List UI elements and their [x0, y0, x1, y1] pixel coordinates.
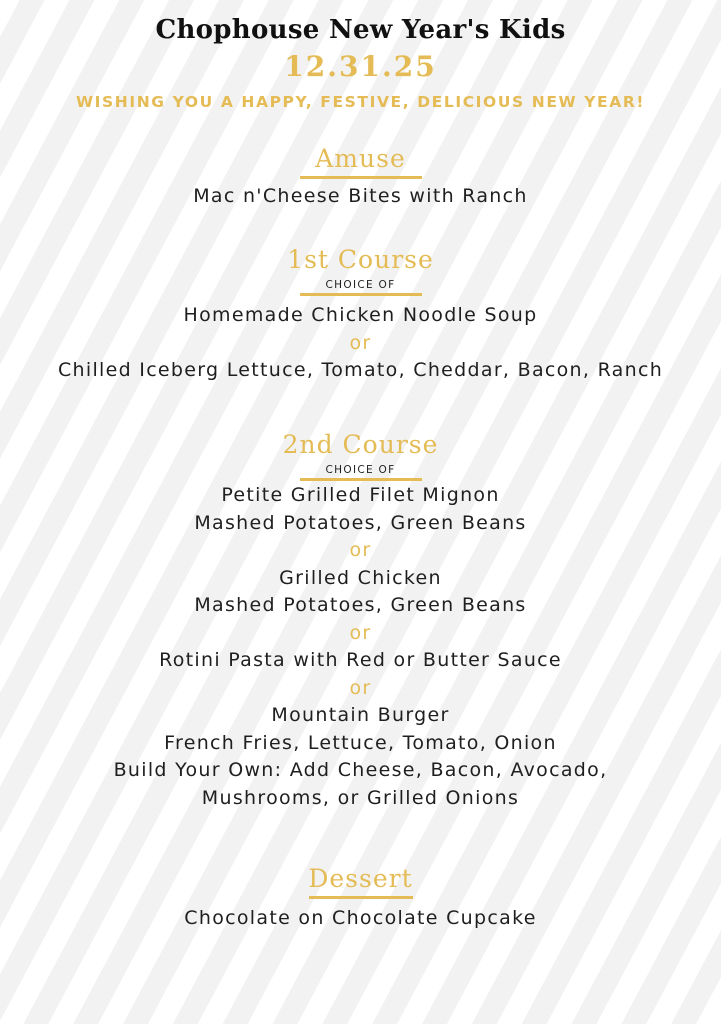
- menu-item-detail: Build Your Own: Add Cheese, Bacon, Avocado,: [113, 759, 608, 781]
- menu-item-detail: Mashed Potatoes, Green Beans: [194, 594, 527, 616]
- choice-of-label: CHOICE OF: [325, 279, 396, 291]
- heading-divider: [300, 176, 422, 179]
- menu-item: Homemade Chicken Noodle Soup: [183, 304, 538, 326]
- heading-divider: [300, 293, 422, 296]
- menu-item-detail: French Fries, Lettuce, Tomato, Onion: [164, 731, 557, 754]
- menu-item: Rotini Pasta with Red or Butter Sauce: [159, 649, 562, 671]
- menu-item: Chilled Iceberg Lettuce, Tomato, Cheddar, Bacon, Ranch: [57, 359, 664, 381]
- or-separator: or: [349, 621, 372, 644]
- menu-item: Mac n'Cheese Bites with Ranch: [193, 185, 528, 207]
- dessert-section: [0, 862, 721, 933]
- or-separator: or: [349, 331, 372, 354]
- section-heading-first-course: 1st Course: [287, 245, 434, 274]
- section-heading-dessert: Dessert: [308, 864, 413, 893]
- heading-divider: [300, 478, 422, 481]
- menu-date: 12.31.25: [284, 50, 437, 83]
- amuse-section: [0, 142, 721, 211]
- section-heading-second-course: 2nd Course: [282, 430, 439, 459]
- section-heading-amuse: Amuse: [315, 144, 406, 173]
- menu-item-detail: Mushrooms, or Grilled Onions: [201, 786, 520, 809]
- menu-title: Chophouse New Year's Kids: [155, 15, 566, 45]
- or-separator: or: [349, 676, 372, 699]
- second-course-section: [0, 428, 721, 812]
- heading-divider: [309, 896, 413, 899]
- menu-item: Mountain Burger: [271, 704, 450, 726]
- menu-item: Chocolate on Chocolate Cupcake: [184, 907, 537, 929]
- menu-item: Grilled Chicken: [279, 566, 442, 589]
- or-separator: or: [349, 539, 372, 561]
- menu-item-detail: Mashed Potatoes, Green Beans: [194, 511, 527, 534]
- menu-item: Petite Grilled Filet Mignon: [221, 484, 500, 506]
- choice-of-label: CHOICE OF: [325, 464, 396, 476]
- first-course-section: [0, 243, 721, 385]
- greeting-text: WISHING YOU A HAPPY, FESTIVE, DELICIOUS NEW YEAR!: [75, 93, 646, 111]
